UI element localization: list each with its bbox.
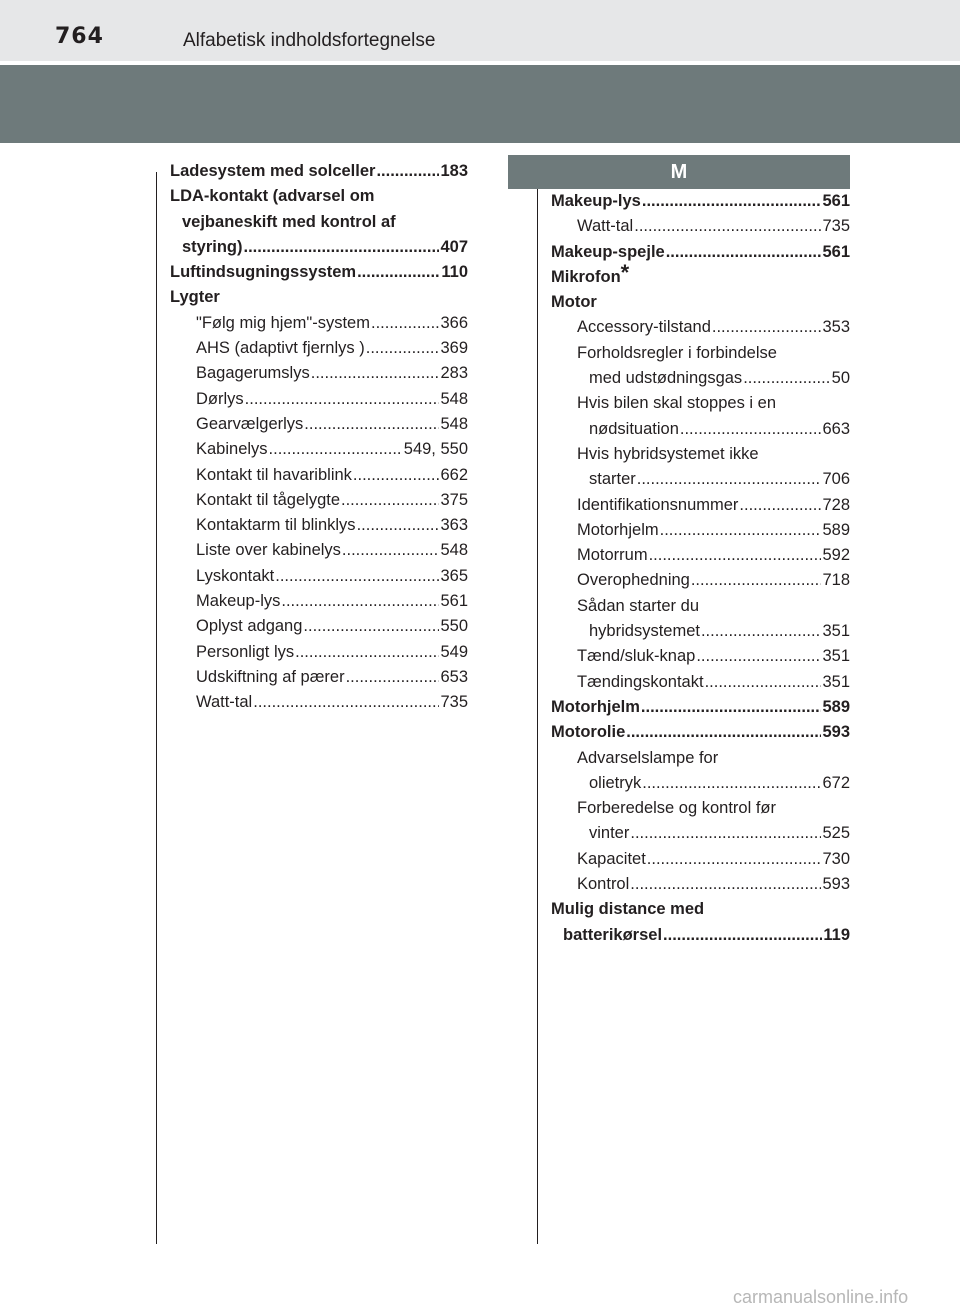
dot-leader	[634, 214, 821, 239]
index-entry-label: Kapacitet	[577, 849, 646, 868]
dot-leader	[701, 619, 822, 644]
index-entry-text	[551, 796, 850, 821]
index-entry-page: 735	[440, 693, 468, 712]
index-entry-label: Personligt lys	[196, 642, 295, 661]
index-entry	[551, 923, 850, 948]
index-entry-label: Oplyst adgang	[196, 617, 303, 636]
index-entry-label: Liste over kabinelys	[196, 541, 341, 560]
index-entry-label: LDA-kontakt (advarsel om	[170, 187, 375, 206]
index-entry-page: 549	[440, 642, 468, 661]
index-entry-label: Ladesystem med solceller	[170, 162, 376, 180]
index-entry-label: med udstødningsgas	[589, 369, 743, 388]
index-entry-page: 730	[822, 849, 850, 868]
index-entry-text	[551, 341, 850, 366]
index-entry-page: 407	[440, 237, 468, 256]
index-entry-label: Motorhjelm	[577, 520, 659, 539]
index-entry-page: 706	[822, 470, 850, 489]
index-entry	[551, 872, 850, 897]
index-entry	[170, 665, 468, 690]
index-entry	[170, 311, 468, 336]
index-entry-label: Kontakt til havariblink	[196, 465, 352, 484]
index-entry-label: Lygter	[170, 288, 220, 307]
dot-leader	[647, 847, 822, 872]
index-entry-label: Identifikationsnummer	[577, 495, 739, 514]
column-divider-left	[156, 172, 157, 1244]
index-heading	[551, 259, 850, 290]
index-entry-label: Kontakt til tågelygte	[196, 490, 341, 509]
index-entry	[170, 260, 468, 285]
index-entry	[551, 214, 850, 239]
index-entry-label: Motorhjelm	[551, 697, 640, 716]
index-entry-page: 589	[822, 697, 850, 716]
index-entry-label: Motorrum	[577, 546, 648, 565]
index-entry-label: Mikrofon	[551, 267, 621, 286]
index-entry	[551, 493, 850, 518]
index-entry-page: 662	[440, 465, 468, 484]
index-entry-label: olietryk	[589, 773, 642, 792]
index-entry-label: Kabinelys	[196, 440, 268, 459]
index-entry	[551, 670, 850, 695]
index-entry-page: 589	[822, 520, 850, 539]
index-entry-label: Makeup-lys	[196, 592, 281, 611]
index-entry-label: vinter	[589, 824, 630, 843]
index-entry-page: 561	[822, 242, 850, 261]
index-entry	[170, 463, 468, 488]
index-heading	[170, 184, 468, 209]
index-entry-text	[551, 442, 850, 467]
index-entry-label: Forholdsregler i forbindelse	[577, 343, 777, 362]
dot-leader	[666, 240, 822, 265]
dot-leader	[743, 366, 830, 391]
dot-leader	[630, 872, 821, 897]
index-entry	[551, 417, 850, 442]
index-entry-label: Motor	[551, 293, 597, 312]
index-entry	[170, 589, 468, 614]
dot-leader	[253, 690, 439, 715]
index-entry-page: 735	[822, 217, 850, 236]
index-entry	[170, 437, 468, 462]
index-entry-page: 592	[822, 546, 850, 565]
index-entry-label: Overophedning	[577, 571, 690, 590]
dot-leader	[311, 361, 440, 386]
dot-leader	[304, 412, 439, 437]
index-entry-label: Mulig distance med	[551, 900, 705, 919]
index-entry	[551, 619, 850, 644]
index-entry	[551, 695, 850, 720]
dot-leader	[281, 589, 439, 614]
index-entry-page: 525	[822, 824, 850, 843]
index-entry-page: 369	[440, 339, 468, 358]
index-entry-label: Watt-tal	[196, 693, 253, 712]
index-entry-page: 663	[822, 419, 850, 438]
index-entry-page: 365	[440, 566, 468, 585]
dot-leader	[295, 640, 439, 665]
index-entry-label: Hvis hybridsystemet ikke	[577, 444, 759, 463]
index-entry	[551, 240, 850, 265]
index-entry	[170, 538, 468, 563]
index-entry-label: starter	[589, 470, 636, 489]
dot-leader	[691, 568, 822, 593]
index-entry-label: Kontaktarm til blinklys	[196, 516, 356, 535]
dot-leader	[630, 821, 821, 846]
index-entry-page: 50	[831, 369, 850, 388]
index-entry-label: Lyskontakt	[196, 566, 275, 585]
index-entry-page: 353	[822, 318, 850, 337]
index-entry	[551, 189, 850, 214]
index-entry	[170, 564, 468, 589]
dot-leader	[660, 518, 822, 543]
index-entry-label: Makeup-lys	[551, 192, 641, 210]
index-entry-text	[551, 746, 850, 771]
dot-leader	[366, 336, 440, 361]
index-entry	[170, 412, 468, 437]
index-entry	[551, 366, 850, 391]
index-heading	[551, 897, 850, 922]
index-entry-text	[170, 210, 468, 235]
index-entry	[170, 690, 468, 715]
index-entry	[551, 518, 850, 543]
index-entry	[551, 568, 850, 593]
dot-leader	[303, 614, 439, 639]
index-entry	[170, 361, 468, 386]
watermark-text: carmanualsonline.info	[733, 1287, 909, 1307]
index-entry-label: Forberedelse og kontrol før	[577, 799, 777, 818]
index-entry	[170, 640, 468, 665]
index-entry-page: 548	[440, 541, 468, 560]
index-entry-label: Sådan starter du	[577, 596, 699, 615]
index-entry-page: 366	[440, 313, 468, 332]
index-entry-label: Accessory-tilstand	[577, 318, 711, 337]
index-entry-label: Watt-tal	[577, 217, 634, 236]
index-entry-page: 672	[822, 773, 850, 792]
dot-leader	[376, 159, 439, 184]
index-entry-text	[551, 391, 850, 416]
index-entry-page: 351	[822, 647, 850, 666]
index-entry-page: 283	[440, 364, 468, 383]
dot-leader	[680, 417, 822, 442]
index-entry-page: 548	[440, 414, 468, 433]
index-entry	[170, 387, 468, 412]
footnote-marker: *	[620, 259, 630, 285]
index-entry	[551, 467, 850, 492]
index-entry-page: 550	[440, 617, 468, 636]
dot-leader	[341, 488, 439, 513]
header-bar	[0, 0, 960, 61]
index-entry-label: styring)	[182, 237, 243, 256]
dot-leader	[342, 538, 440, 563]
index-entry	[551, 847, 850, 872]
index-entry-page: 110	[441, 263, 468, 282]
index-entry	[170, 513, 468, 538]
dot-leader	[353, 463, 440, 488]
index-entry-label: Advarselslampe for	[577, 748, 719, 767]
dot-leader	[357, 513, 440, 538]
index-entry-page: 363	[440, 516, 468, 535]
column-divider-middle	[537, 172, 538, 1244]
index-entry-label: batterikørsel	[563, 925, 663, 944]
index-heading	[170, 285, 468, 310]
dot-leader	[626, 720, 821, 745]
index-entry	[170, 336, 468, 361]
index-entry-label: Luftindsugningssystem	[170, 263, 357, 282]
header-band	[0, 65, 960, 143]
index-entry-label: "Følg mig hjem"-system	[196, 313, 370, 332]
index-entry-page: 561	[440, 592, 468, 611]
dot-leader	[346, 665, 440, 690]
index-entry-label: Hvis bilen skal stoppes i en	[577, 394, 777, 413]
index-entry-label: Bagagerumslys	[196, 364, 310, 383]
dot-leader	[642, 189, 822, 214]
index-entry-page: 549, 550	[403, 440, 468, 459]
page-number: 764	[55, 24, 104, 49]
index-entry	[551, 644, 850, 669]
dot-leader	[371, 311, 439, 336]
index-entry-page: 561	[822, 192, 850, 210]
index-entry	[170, 159, 468, 184]
index-entry-page: 548	[440, 389, 468, 408]
dot-leader	[275, 564, 439, 589]
index-entry-label: Motorolie	[551, 723, 626, 742]
dot-leader	[712, 315, 822, 340]
index-entry-label: hybridsystemet	[589, 622, 700, 641]
dot-leader	[642, 771, 821, 796]
index-entry	[551, 315, 850, 340]
index-entry	[551, 821, 850, 846]
index-entry	[170, 235, 468, 260]
dot-leader	[641, 695, 822, 720]
index-entry-page: 183	[440, 162, 468, 180]
index-entry	[170, 488, 468, 513]
index-entry-label: Tændingskontakt	[577, 672, 704, 691]
dot-leader	[269, 437, 403, 462]
index-entry-page: 351	[822, 622, 850, 641]
dot-leader	[739, 493, 821, 518]
index-entry	[551, 771, 850, 796]
index-entry-page: 718	[822, 571, 850, 590]
index-entry-page: 593	[822, 723, 850, 742]
index-entry-label: AHS (adaptivt fjernlys )	[196, 339, 365, 358]
section-letter-header: M	[508, 155, 850, 189]
index-entry-page: 728	[822, 495, 850, 514]
index-entry-page: 119	[823, 925, 850, 944]
index-entry-label: Makeup-spejle	[551, 242, 665, 261]
dot-leader	[696, 644, 821, 669]
index-entry-label: Udskiftning af pærer	[196, 667, 345, 686]
index-entry-page: 593	[822, 875, 850, 894]
index-entry-label: nødsituation	[589, 419, 679, 438]
index-entry-text	[551, 594, 850, 619]
index-column-left	[170, 159, 468, 716]
index-entry-label: Kontrol	[577, 875, 630, 894]
index-entry-label: Dørlys	[196, 389, 244, 408]
index-entry-page: 351	[822, 672, 850, 691]
index-entry-label: Gearvælgerlys	[196, 414, 304, 433]
index-entry-page: 653	[440, 667, 468, 686]
index-entry	[170, 614, 468, 639]
page-title: Alfabetisk indholdsfortegnelse	[183, 30, 436, 51]
dot-leader	[637, 467, 822, 492]
dot-leader	[705, 670, 822, 695]
index-entry-label: Tænd/sluk-knap	[577, 647, 696, 666]
dot-leader	[663, 923, 822, 948]
dot-leader	[244, 235, 440, 260]
dot-leader	[649, 543, 822, 568]
index-entry-label: vejbaneskift med kontrol af	[182, 212, 396, 231]
dot-leader	[357, 260, 440, 285]
index-column-right	[551, 189, 850, 948]
index-entry-page: 375	[440, 490, 468, 509]
index-entry	[551, 720, 850, 745]
dot-leader	[245, 387, 440, 412]
index-entry	[551, 543, 850, 568]
index-heading	[551, 290, 850, 315]
